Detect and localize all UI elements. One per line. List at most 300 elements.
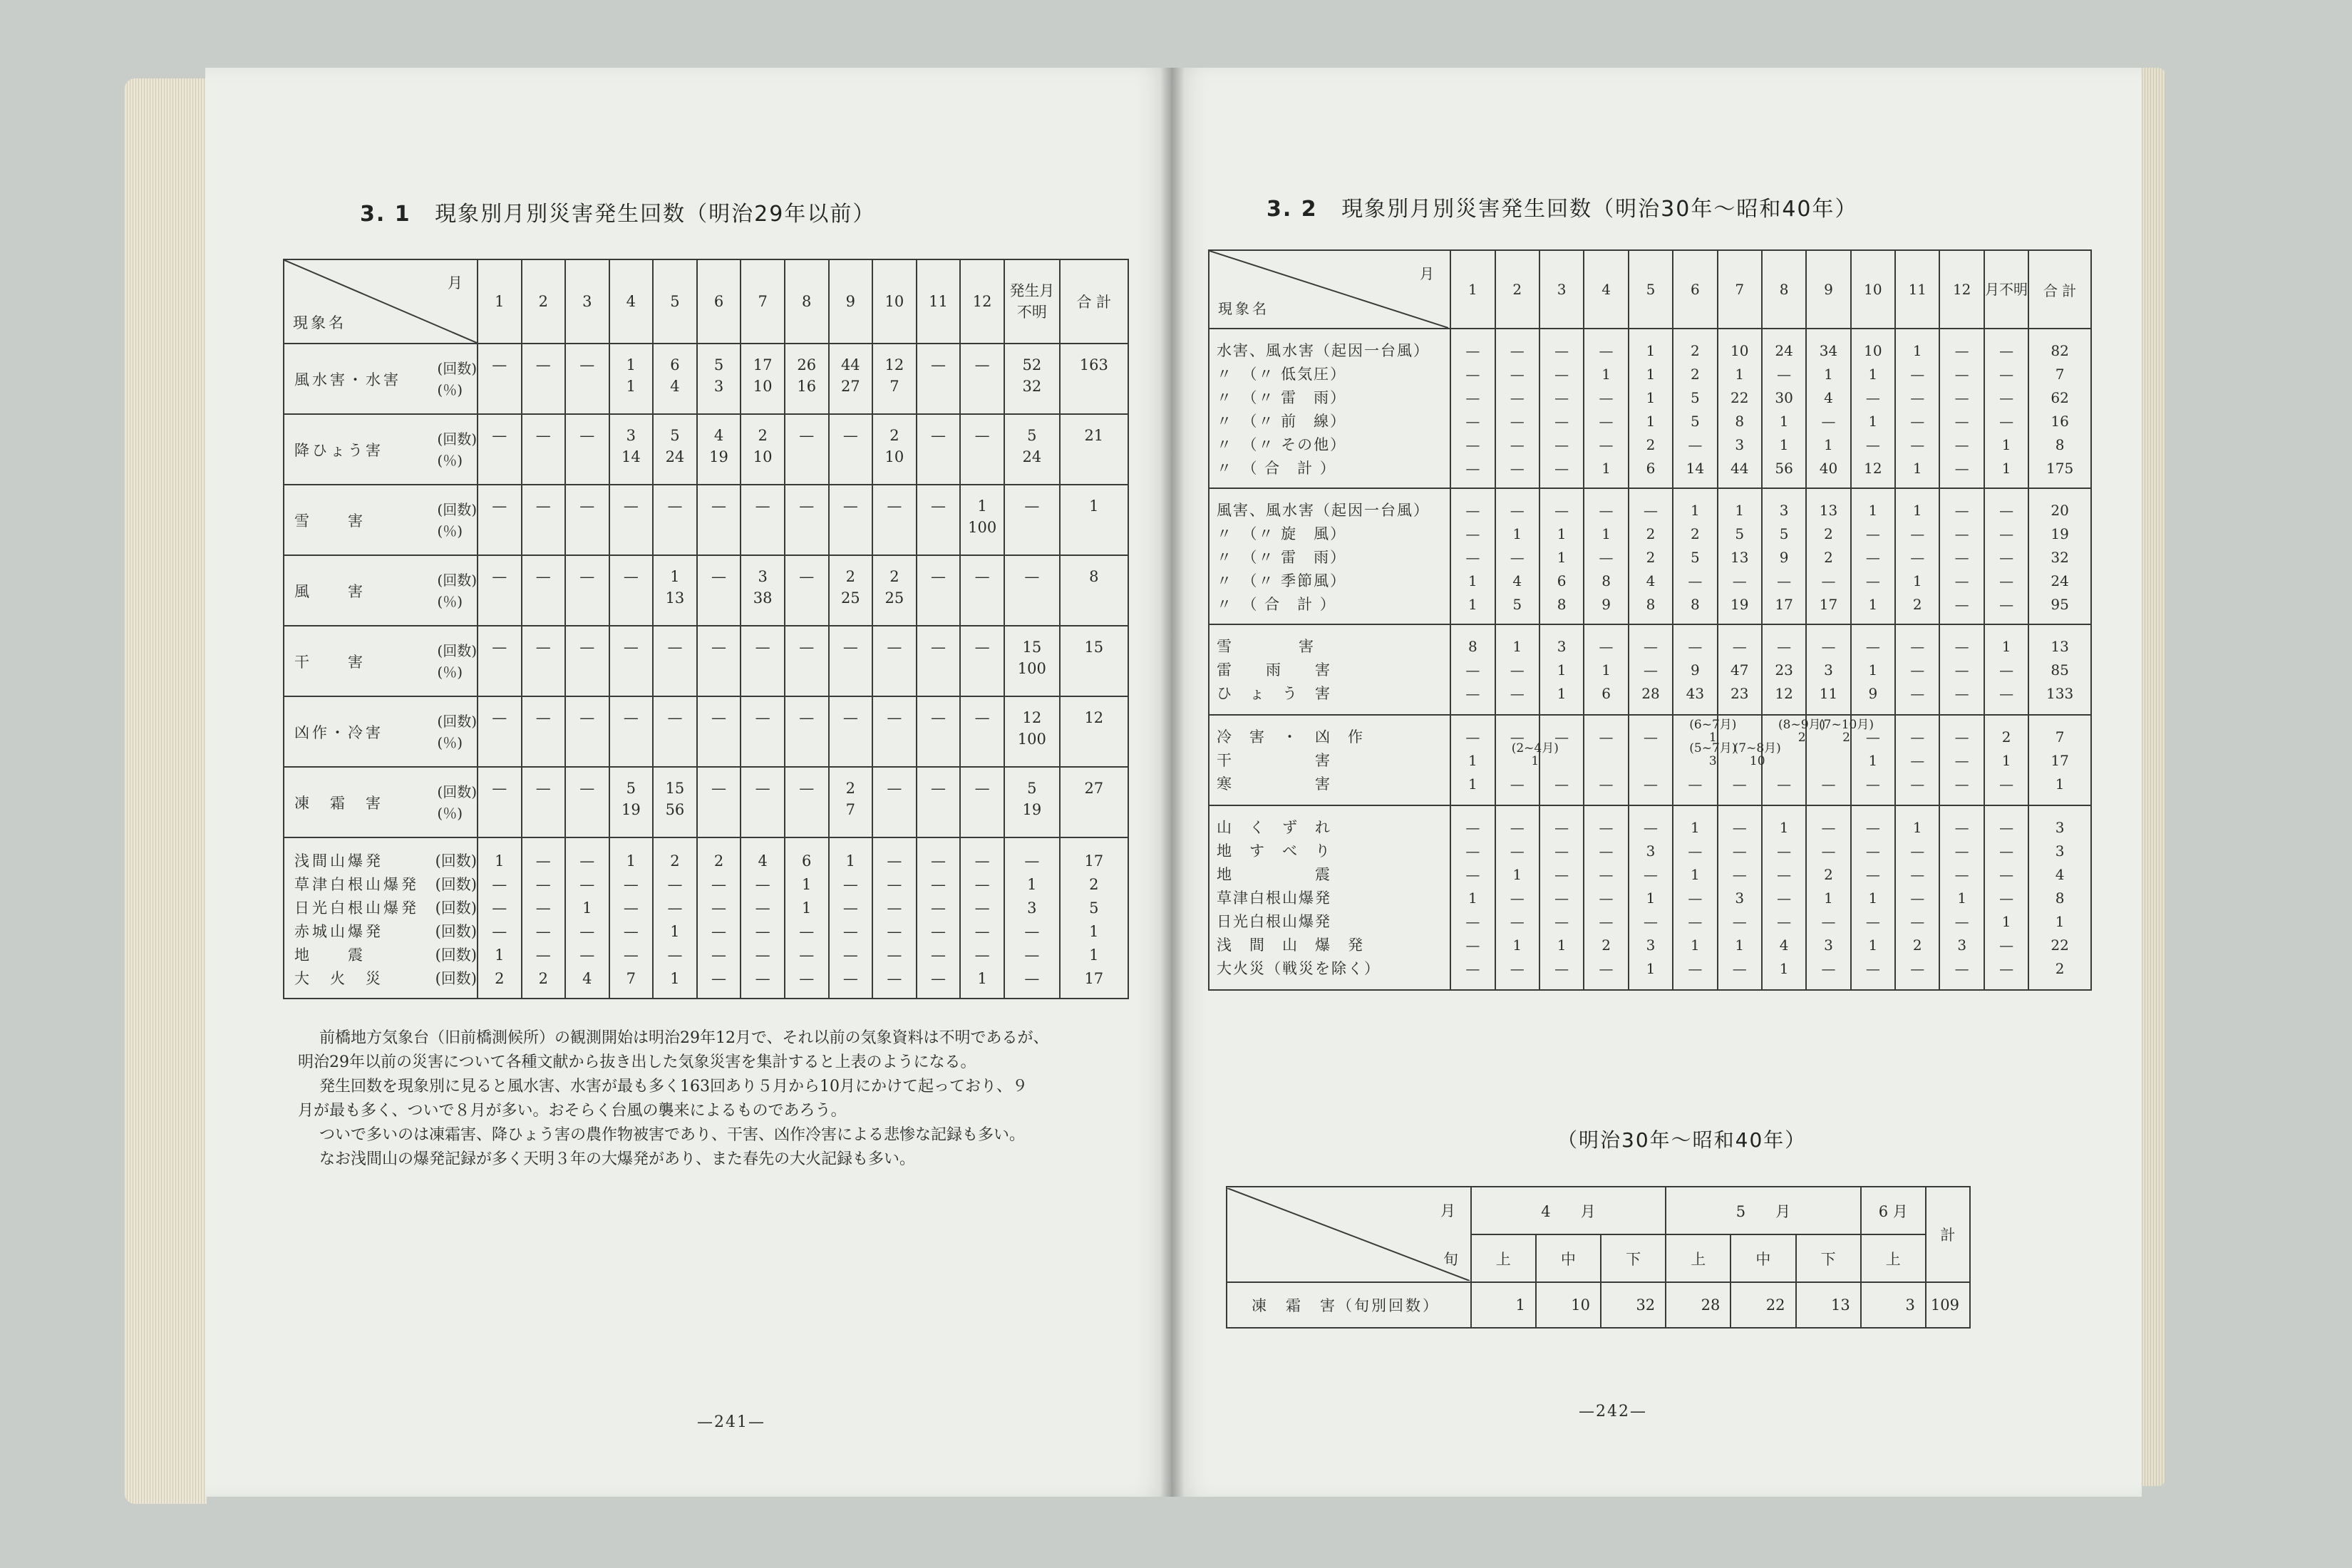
- count-value: —: [1465, 913, 1480, 930]
- percent-value: 32: [1022, 378, 1042, 395]
- count-value: 6: [1557, 572, 1567, 589]
- count-value: —: [1865, 775, 1880, 793]
- month-col-header: 2: [1495, 250, 1539, 329]
- count-value: 14: [1686, 460, 1705, 477]
- count-value: —: [887, 970, 902, 987]
- count-value: —: [1777, 775, 1792, 793]
- month-col-header: 12: [960, 259, 1004, 344]
- phenomenon-group: [1209, 624, 2091, 715]
- count-value: 1: [1027, 876, 1037, 893]
- count-value: 3: [1861, 1282, 1926, 1328]
- count-value: —: [623, 947, 639, 964]
- count-value: 17: [1084, 852, 1104, 870]
- table-row: [284, 344, 1128, 414]
- count-value: —: [1777, 842, 1792, 860]
- phenomenon-name: 寒 害: [1217, 775, 1331, 793]
- table-row: [284, 414, 1128, 485]
- count-value: 3: [1735, 889, 1745, 907]
- count-value: —: [1821, 413, 1836, 430]
- phenomenon-name: 干 害: [1217, 752, 1331, 769]
- count-value: 1: [1690, 937, 1700, 954]
- count-value: 17: [753, 356, 773, 373]
- count-value: 8: [2055, 889, 2065, 907]
- count-value: —: [1999, 413, 2014, 430]
- count-value: 2: [2001, 728, 2011, 746]
- count-value: 85: [2051, 661, 2069, 679]
- count-value: —: [1554, 866, 1569, 883]
- count-value: 4: [1824, 389, 1833, 406]
- count-value: 1: [1868, 752, 1878, 769]
- count-value: 6: [1601, 685, 1611, 702]
- count-value: —: [1510, 889, 1525, 907]
- count-value: —: [1865, 913, 1880, 930]
- count-value: 5: [1735, 525, 1745, 542]
- count-value: 8: [2055, 436, 2065, 453]
- count-value: 163: [1079, 356, 1108, 373]
- count-value: 1: [1646, 413, 1656, 430]
- count-value: —: [1643, 866, 1658, 883]
- count-value: —: [1865, 638, 1880, 655]
- count-value: 2: [889, 568, 899, 585]
- total-header: 合 計: [2028, 250, 2091, 329]
- count-value: —: [755, 780, 770, 797]
- count-value: —: [711, 709, 727, 726]
- count-value: —: [1688, 638, 1703, 655]
- count-value: —: [1732, 913, 1747, 930]
- month-header: 月: [1420, 265, 1437, 282]
- count-value: 1: [802, 899, 812, 917]
- percent-value: 1: [626, 378, 636, 395]
- count-value: —: [887, 852, 902, 870]
- percent-value: 24: [665, 448, 685, 465]
- count-value: 17: [2051, 752, 2069, 769]
- count-value: —: [931, 876, 946, 893]
- phenomenon-header: 現象名: [1218, 300, 1269, 317]
- count-value: 1: [2055, 913, 2065, 930]
- count-value: 1: [977, 970, 987, 987]
- month-header: 月: [448, 274, 465, 292]
- percent-value: 19: [621, 801, 641, 818]
- count-value: —: [887, 923, 902, 940]
- count-value: —: [1954, 572, 1969, 589]
- para-line: ついで多いのは凍霜害、降ひょう害の農作物被害であり、干害、凶作冷害による悲惨な記録も多い。: [319, 1126, 1026, 1144]
- percent-value: 100: [1017, 731, 1046, 748]
- month-col-header: 8: [785, 259, 829, 344]
- count-value: —: [1688, 842, 1703, 860]
- count-value: —: [1865, 389, 1880, 406]
- para-line: 月が最も多く、ついで８月が多い。おそらく台風の襲来によるものであろう。: [298, 1102, 847, 1120]
- count-value: 2: [889, 427, 899, 444]
- count-value: —: [1999, 502, 2014, 519]
- count-value: 1: [1779, 819, 1789, 836]
- count-value: —: [535, 876, 551, 893]
- count-value: —: [1510, 775, 1525, 793]
- count-value: —: [1465, 937, 1480, 954]
- count-value: —: [535, 639, 551, 656]
- count-value: 1: [1646, 889, 1656, 907]
- unit-label: (％): [437, 381, 463, 398]
- count-value: 1: [1912, 819, 1922, 836]
- count-value: 1: [582, 899, 592, 917]
- count-value: 2: [1842, 731, 1850, 745]
- count-value: —: [579, 497, 595, 515]
- phenomenon-group: [1209, 329, 2091, 488]
- count-value: —: [974, 427, 990, 444]
- count-value: —: [1910, 366, 1925, 383]
- month-col-header: 6: [1673, 250, 1717, 329]
- ten-day-col-header: 上: [1861, 1234, 1926, 1282]
- count-value: —: [492, 899, 507, 917]
- month-col-header: 11: [917, 259, 961, 344]
- count-value: —: [887, 497, 902, 515]
- frost-damage-table: [1226, 1186, 1971, 1329]
- count-value: —: [1999, 572, 2014, 589]
- count-value: —: [1999, 937, 2014, 954]
- count-value: 8: [1735, 413, 1745, 430]
- count-value: 1: [670, 923, 680, 940]
- count-value: —: [535, 947, 551, 964]
- count-value: —: [755, 899, 770, 917]
- percent-value: 7: [889, 378, 899, 395]
- count-value: —: [1777, 638, 1792, 655]
- phenomenon-name: 浅 間 山 爆 発: [1217, 937, 1364, 954]
- phenomenon-name: 浅間山爆発: [294, 852, 383, 870]
- unit-label: (回数): [437, 712, 477, 730]
- count-value: —: [579, 639, 595, 656]
- month-col-header: 5: [653, 259, 697, 344]
- count-value: —: [1465, 460, 1480, 477]
- percent-value: 100: [968, 519, 997, 536]
- count-value: —: [1910, 866, 1925, 883]
- count-value: —: [799, 568, 815, 585]
- count-value: —: [842, 427, 858, 444]
- count-value: —: [535, 780, 551, 797]
- count-value: 2: [670, 852, 680, 870]
- table-3-1: [283, 259, 1129, 999]
- count-value: —: [1599, 549, 1614, 566]
- count-value: —: [931, 497, 946, 515]
- count-value: 28: [1641, 685, 1660, 702]
- count-value: —: [535, 923, 551, 940]
- count-value: 1: [2001, 436, 2011, 453]
- count-value: —: [1599, 960, 1614, 977]
- count-value: 5: [670, 427, 680, 444]
- count-value: —: [492, 709, 507, 726]
- count-value: —: [492, 639, 507, 656]
- count-value: 7: [2055, 366, 2065, 383]
- count-value: —: [887, 709, 902, 726]
- count-value: 1: [1690, 819, 1700, 836]
- count-value: —: [1465, 366, 1480, 383]
- count-value: 17: [1775, 596, 1793, 613]
- count-value: —: [1688, 572, 1703, 589]
- count-value: 1: [977, 497, 987, 515]
- count-value: —: [1688, 913, 1703, 930]
- count-value: 2: [1824, 525, 1833, 542]
- count-value: —: [1510, 960, 1525, 977]
- count-value: 1: [1779, 413, 1789, 430]
- count-value: —: [1688, 889, 1703, 907]
- count-value: 16: [2051, 413, 2069, 430]
- unit-label: (％): [437, 804, 463, 822]
- phenomenon-name: 〃 （〃 その他）: [1217, 436, 1347, 453]
- count-value: —: [931, 568, 946, 585]
- count-value: —: [1821, 842, 1836, 860]
- count-value: 1: [1646, 342, 1656, 359]
- count-value: 1: [1089, 947, 1099, 964]
- percent-value: 10: [753, 448, 773, 465]
- count-value: —: [1954, 842, 1969, 860]
- count-value: 1: [1089, 923, 1099, 940]
- count-value: 3: [626, 427, 636, 444]
- count-value: —: [1554, 775, 1569, 793]
- count-value: 27: [1084, 780, 1104, 797]
- table-number: 3. 1: [360, 202, 411, 227]
- count-value: 1: [1468, 596, 1477, 613]
- count-value: —: [579, 876, 595, 893]
- count-value: 6: [670, 356, 680, 373]
- count-value: —: [1954, 819, 1969, 836]
- count-value: —: [974, 947, 990, 964]
- table-row: [284, 696, 1128, 767]
- count-value: 82: [2051, 342, 2069, 359]
- count-value: —: [931, 899, 946, 917]
- count-value: 3: [2055, 842, 2065, 860]
- ten-day-col-header: 上: [1666, 1234, 1731, 1282]
- count-value: —: [931, 947, 946, 964]
- count-value: —: [974, 852, 990, 870]
- count-value: —: [535, 852, 551, 870]
- count-value: 5: [1027, 780, 1037, 797]
- count-value: —: [755, 970, 770, 987]
- count-value: 1: [1708, 731, 1717, 745]
- count-value: 109: [1926, 1282, 1970, 1328]
- ten-day-col-header: 下: [1796, 1234, 1861, 1282]
- count-value: —: [1999, 866, 2014, 883]
- count-value: —: [579, 356, 595, 373]
- count-value: —: [1732, 819, 1747, 836]
- count-value: —: [1465, 389, 1480, 406]
- count-value: 3: [2055, 819, 2065, 836]
- count-value: —: [1688, 436, 1703, 453]
- period-label: (7~10月): [1819, 718, 1874, 732]
- count-value: —: [535, 497, 551, 515]
- count-value: —: [711, 780, 727, 797]
- phenomenon-name: 〃 （〃 雷 雨）: [1217, 389, 1347, 406]
- count-value: 21: [1084, 427, 1104, 444]
- count-value: —: [799, 427, 815, 444]
- count-value: —: [623, 639, 639, 656]
- phenomenon-name: 〃 （〃 雷 雨）: [1217, 549, 1347, 566]
- count-value: 1: [1912, 342, 1922, 359]
- count-value: 1: [1779, 960, 1789, 977]
- count-value: 13: [1819, 502, 1838, 519]
- count-value: —: [1821, 638, 1836, 655]
- count-value: 1: [670, 568, 680, 585]
- count-value: —: [842, 497, 858, 515]
- count-value: 9: [1690, 661, 1700, 679]
- count-value: [1584, 749, 1627, 773]
- count-value: —: [1910, 525, 1925, 542]
- count-value: 2: [1690, 366, 1700, 383]
- count-value: 3: [1957, 937, 1967, 954]
- count-value: —: [1821, 775, 1836, 793]
- count-value: 3: [1708, 754, 1717, 768]
- count-value: —: [1910, 842, 1925, 860]
- count-value: 1: [1601, 661, 1611, 679]
- count-value: —: [1954, 596, 1969, 613]
- count-value: 22: [1731, 1282, 1795, 1328]
- count-value: —: [579, 427, 595, 444]
- month-col-header: 3: [1539, 250, 1584, 329]
- count-value: —: [1732, 842, 1747, 860]
- count-value: 4: [1646, 572, 1656, 589]
- count-value: —: [1510, 913, 1525, 930]
- count-value: 1: [2001, 638, 2011, 655]
- count-value: 1: [1779, 436, 1789, 453]
- count-value: —: [1999, 342, 2014, 359]
- count-value: 12: [1022, 709, 1042, 726]
- count-value: 12: [1864, 460, 1882, 477]
- count-value: —: [799, 709, 815, 726]
- count-value: —: [623, 876, 639, 893]
- count-value: —: [1465, 866, 1480, 883]
- count-value: 2: [1690, 525, 1700, 542]
- unit-label: (回数): [437, 359, 477, 377]
- count-value: —: [1510, 413, 1525, 430]
- count-value: —: [1554, 366, 1569, 383]
- count-value: 44: [840, 356, 860, 373]
- count-value: 20: [2051, 502, 2069, 519]
- count-value: 3: [758, 568, 768, 585]
- month-col-header: 7: [741, 259, 785, 344]
- count-value: —: [667, 899, 683, 917]
- count-value: 1: [1557, 525, 1567, 542]
- count-value: —: [1510, 549, 1525, 566]
- percent-value: 38: [753, 589, 773, 607]
- period-label: (6~7月): [1689, 718, 1737, 732]
- count-value: —: [1732, 866, 1747, 883]
- count-value: 3: [1735, 436, 1745, 453]
- phenomenon-name: 日光白根山爆発: [1217, 913, 1331, 930]
- count-value: —: [1954, 638, 1969, 655]
- count-value: [1807, 749, 1850, 773]
- count-value: 10: [1749, 754, 1765, 768]
- ten-day-col-header: 上: [1471, 1234, 1536, 1282]
- count-value: 2: [1824, 549, 1833, 566]
- count-value: —: [1024, 568, 1040, 585]
- count-value: —: [1954, 775, 1969, 793]
- count-value: —: [667, 876, 683, 893]
- volcano-group: [284, 837, 1128, 999]
- count-value: —: [1554, 889, 1569, 907]
- count-value: —: [623, 899, 639, 917]
- count-value: 2: [845, 780, 855, 797]
- count-value: —: [711, 876, 727, 893]
- count-value: —: [799, 947, 815, 964]
- count-value: 1: [2055, 775, 2065, 793]
- count-value: —: [1910, 436, 1925, 453]
- count-value: 19: [2051, 525, 2069, 542]
- count-value: 2: [495, 970, 505, 987]
- count-value: 5: [1027, 427, 1037, 444]
- para-line: 前橋地方気象台（旧前橋測候所）の観測開始は明治29年12月で、それ以前の気象資料は不明であるが、: [319, 1029, 1049, 1047]
- count-value: 10: [1864, 342, 1882, 359]
- count-value: —: [1554, 460, 1569, 477]
- count-value: 2: [1089, 876, 1099, 893]
- count-value: 1: [1646, 389, 1656, 406]
- unit-label: (回数): [435, 947, 477, 964]
- count-value: 2: [1646, 525, 1656, 542]
- count-value: —: [1999, 596, 2014, 613]
- count-value: 8: [1557, 596, 1567, 613]
- phenomenon-group: [1209, 805, 2091, 990]
- title-text: 現象別月別災害発生回数（明治30年～昭和40年）: [1341, 197, 1858, 222]
- count-value: —: [1777, 366, 1792, 383]
- count-value: —: [1465, 413, 1480, 430]
- count-value: —: [931, 852, 946, 870]
- count-value: 2: [758, 427, 768, 444]
- count-value: 10: [1731, 342, 1749, 359]
- count-value: —: [1954, 342, 1969, 359]
- count-value: 2: [1824, 866, 1833, 883]
- count-value: 34: [1819, 342, 1838, 359]
- count-value: —: [1465, 728, 1480, 746]
- count-value: —: [535, 709, 551, 726]
- count-value: —: [711, 970, 727, 987]
- count-value: 8: [1690, 596, 1700, 613]
- count-value: 23: [1775, 661, 1793, 679]
- count-value: 1: [1601, 525, 1611, 542]
- count-value: —: [1954, 460, 1969, 477]
- count-value: 3: [1779, 502, 1789, 519]
- unit-label: (回数): [435, 899, 477, 917]
- count-value: —: [667, 639, 683, 656]
- phenomenon-name: 大火災（戦災を除く）: [1217, 960, 1381, 977]
- unit-label: (回数): [437, 783, 477, 800]
- count-value: —: [1910, 549, 1925, 566]
- count-value: —: [1510, 342, 1525, 359]
- count-value: 1: [1512, 937, 1522, 954]
- percent-value: 10: [884, 448, 904, 465]
- count-value: —: [492, 876, 507, 893]
- count-value: 1: [2001, 913, 2011, 930]
- count-value: 1: [1824, 436, 1833, 453]
- count-value: —: [1954, 502, 1969, 519]
- count-value: —: [1999, 842, 2014, 860]
- count-value: —: [1910, 685, 1925, 702]
- count-value: 1: [1690, 866, 1700, 883]
- count-value: —: [1510, 819, 1525, 836]
- count-value: —: [887, 876, 902, 893]
- percent-value: 100: [1017, 660, 1046, 677]
- count-value: —: [974, 709, 990, 726]
- month-col-header: 4: [1584, 250, 1628, 329]
- table-row: [284, 555, 1128, 626]
- count-value: 26: [797, 356, 817, 373]
- count-value: 22: [1731, 389, 1749, 406]
- percent-value: 14: [621, 448, 641, 465]
- count-value: 15: [665, 780, 685, 797]
- unit-label: (回数): [435, 970, 477, 987]
- count-value: 1: [1912, 460, 1922, 477]
- count-value: —: [623, 923, 639, 940]
- count-value: 3: [1824, 937, 1833, 954]
- count-value: 5: [1089, 899, 1099, 917]
- count-value: 11: [1819, 685, 1838, 702]
- count-value: 56: [1775, 460, 1793, 477]
- phenomenon-name: 〃 （〃 季節風）: [1217, 572, 1347, 589]
